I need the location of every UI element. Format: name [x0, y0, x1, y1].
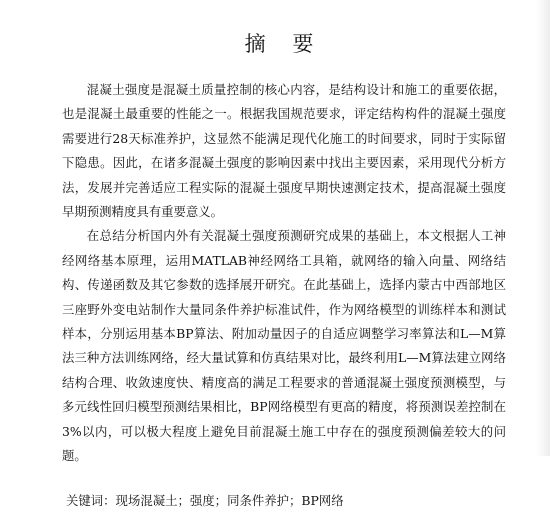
page-edge-shadow [536, 0, 550, 456]
keywords-line: 关键词：现场混凝土；强度；同条件养护；BP网络 [66, 492, 344, 508]
page-title: 摘 要 [244, 32, 324, 56]
abstract-paragraph-2: 在总结分析国内外有关混凝土强度预测研究成果的基础上，本文根据人工神经网络基本原理，运用MATLAB神经网络工具箱，就网络的输入向量、网络结构、传递函数及其它参数的选择展开研究。在此基础上，选择内蒙古中西部地区三座野外变电站制作大量同条件养护标准试件，作为网络模型的训练样本和测试样本，分别运用基本BP算法、附加动量因子的自适应调整学习率算法和L—M算法三种方法训练网络，经大量试算和仿真结果对比，最终利用L—M算法建立网络结构合理、收敛速度快、精度高的满足工程要求的普通混凝土强度预测模型，与多元线性回归模型预测结果相比，BP网络模型有更高的精度，将预测误差控制在3%以内，可以极大程度上避免目前混凝土施工中存在的强度预测偏差较大的问题。 [62, 228, 506, 464]
abstract-paragraph-1: 混凝土强度是混凝土质量控制的核心内容，是结构设计和施工的重要依据，也是混凝土最重要的性能之一。根据我国规范要求，评定结构构件的混凝土强度需要进行28天标准养护，这显然不能满足现代化施工的时间要求，同时于实际留下隐患。因此，在诸多混凝土强度的影响因素中找出主要因素，采用现代分析方法，发展并完善适应工程实际的混凝土强度早期快速测定技术，提高混凝土强度早期预测精度具有重要意义。 [62, 82, 506, 220]
